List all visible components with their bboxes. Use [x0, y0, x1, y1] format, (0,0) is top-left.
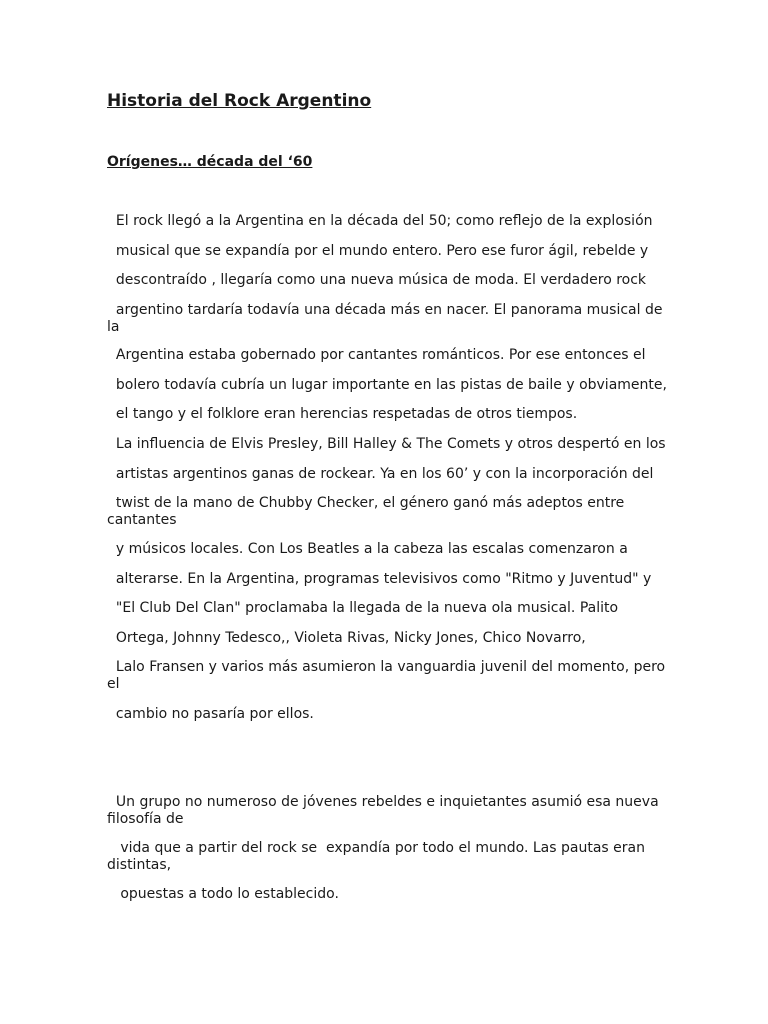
paragraph-line: y músicos locales. Con Los Beatles a la cabeza las escalas comenzaron a [107, 541, 628, 557]
paragraph-line: Ortega, Johnny Tedesco,, Violeta Rivas, Nicky Jones, Chico Novarro, [107, 630, 586, 646]
paragraph-line: musical que se expandía por el mundo entero. Pero ese furor ágil, rebelde y [107, 243, 649, 259]
paragraph-line: "El Club Del Clan" proclamaba la llegada de la nueva ola musical. Palito [107, 600, 619, 616]
paragraph-line: Lalo Fransen y varios más asumieron la vanguardia juvenil del momento, pero el [107, 659, 670, 692]
paragraph-line: Argentina estaba gobernado por cantantes románticos. Por ese entonces el [107, 347, 646, 363]
section-heading: Orígenes… década del ‘60 [107, 154, 313, 170]
paragraph-line: descontraído , llegaría como una nueva música de moda. El verdadero rock [107, 272, 647, 288]
paragraph-line: El rock llegó a la Argentina en la década del 50; como reflejo de la explosión [107, 213, 653, 229]
paragraph-line: twist de la mano de Chubby Checker, el género ganó más adeptos entre cantantes [107, 495, 629, 528]
paragraph-line: el tango y el folklore eran herencias respetadas de otros tiempos. [107, 406, 578, 422]
paragraph-line: vida que a partir del rock se expandía por todo el mundo. Las pautas eran distintas, [107, 840, 650, 873]
paragraph-line: bolero todavía cubría un lugar importante en las pistas de baile y obviamente, [107, 377, 667, 393]
paragraph-line: opuestas a todo lo establecido. [107, 886, 339, 902]
paragraph-line: cambio no pasaría por ellos. [107, 706, 314, 722]
paragraph-line: Un grupo no numeroso de jóvenes rebeldes e inquietantes asumió esa nueva filosofía de [107, 794, 664, 827]
paragraph-line: alterarse. En la Argentina, programas televisivos como "Ritmo y Juventud" y [107, 571, 652, 587]
paragraph-line: La influencia de Elvis Presley, Bill Halley & The Comets y otros despertó en los [107, 436, 666, 452]
document-title: Historia del Rock Argentino [107, 91, 372, 111]
paragraph-line: argentino tardaría todavía una década más en nacer. El panorama musical de la [107, 302, 667, 335]
paragraph-line: artistas argentinos ganas de rockear. Ya en los 60’ y con la incorporación del [107, 466, 654, 482]
